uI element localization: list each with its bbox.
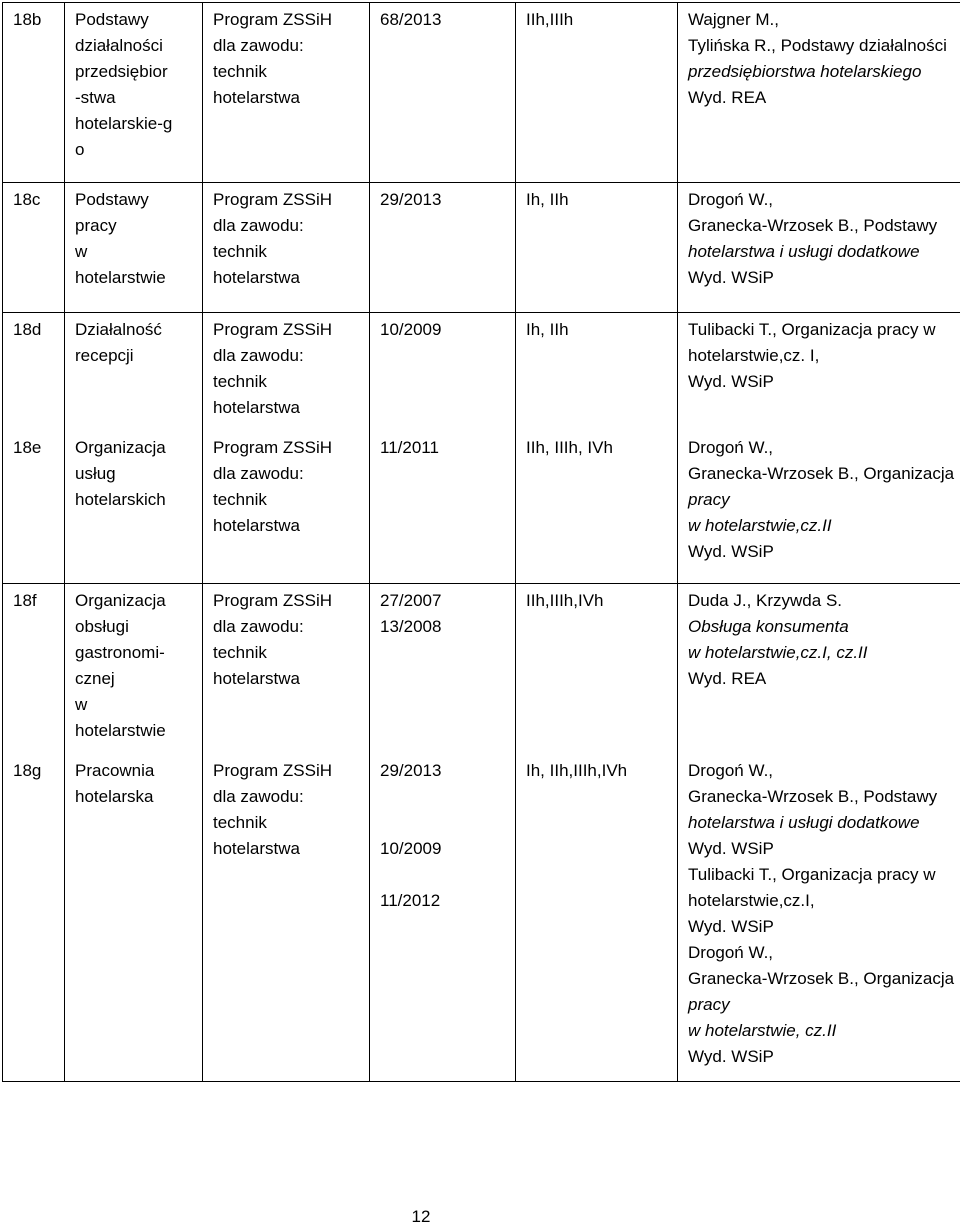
classes-cell <box>516 754 678 1082</box>
textbook-line: pracy <box>688 490 730 509</box>
textbook-line: Obsługa konsumenta <box>688 616 849 636</box>
classes: Ih, IIh <box>526 320 569 339</box>
classes-cell <box>516 431 678 583</box>
approval-number: 68/2013 <box>380 10 442 29</box>
approval-number-cell <box>370 183 516 313</box>
approval-number: 11/2012 <box>380 890 441 910</box>
textbook-cell <box>678 183 960 313</box>
code-cell <box>3 183 65 313</box>
textbook-line: hotelarstwie,cz. I, <box>688 346 820 365</box>
textbook-line: Duda J., Krzywda S. <box>688 590 843 610</box>
textbook-line: w hotelarstwie, cz.II <box>688 1020 837 1040</box>
textbook-line: Wyd. WSiP <box>688 1046 774 1066</box>
program-cell <box>203 183 370 313</box>
program-line: dla zawodu: <box>213 464 304 483</box>
program-line: technik <box>213 642 267 662</box>
subject-cell <box>65 583 203 754</box>
program-line: dla zawodu: <box>213 616 304 636</box>
program-line: Program ZSSiH <box>213 438 333 457</box>
classes: Ih, IIh,IIIh,IVh <box>526 760 628 780</box>
row-code: 18d <box>13 320 42 339</box>
approval-number: 29/2013 <box>380 760 442 780</box>
textbook-line: hotelarstwie,cz.I, <box>688 890 815 910</box>
textbook-line: pracy <box>688 994 730 1014</box>
program-line: hotelarstwa <box>213 88 300 107</box>
approval-number: 13/2008 <box>380 616 442 636</box>
classes: IIh,IIIh,IVh <box>526 590 604 610</box>
subject-line: obsługi <box>75 616 129 636</box>
program-line: Program ZSSiH <box>213 10 333 29</box>
subject-cell <box>65 183 203 313</box>
textbook-line: Granecka-Wrzosek B., Organizacja <box>688 968 955 988</box>
table-row <box>3 183 960 313</box>
table-row <box>3 754 960 1082</box>
table-row <box>3 3 960 183</box>
code-cell <box>3 431 65 583</box>
subject-cell <box>65 431 203 583</box>
textbook-line: Wyd. WSiP <box>688 542 774 561</box>
table-row <box>3 431 960 583</box>
approval-number: 11/2011 <box>380 438 439 457</box>
classes-cell <box>516 313 678 432</box>
textbook-cell <box>678 754 960 1082</box>
subject-line: hotelarstwie <box>75 268 166 287</box>
subject-line: cznej <box>75 668 115 688</box>
code-cell <box>3 313 65 432</box>
textbook-cell <box>678 313 960 432</box>
approval-number-cell <box>370 313 516 432</box>
code-cell <box>3 583 65 754</box>
row-code: 18f <box>13 590 37 610</box>
textbook-line: Granecka-Wrzosek B., Podstawy <box>688 216 938 235</box>
program-line: dla zawodu: <box>213 36 304 55</box>
textbook-line: Wyd. REA <box>688 668 767 688</box>
subject-line: o <box>75 140 85 159</box>
subject-cell <box>65 313 203 432</box>
subject-line: hotelarska <box>75 786 154 806</box>
approval-spacer <box>380 862 509 888</box>
program-line: hotelarstwa <box>213 838 300 858</box>
program-line: technik <box>213 490 267 509</box>
row-code: 18g <box>13 760 42 780</box>
classes: IIh, IIIh, IVh <box>526 438 613 457</box>
program-line: hotelarstwa <box>213 268 300 287</box>
program-line: hotelarstwa <box>213 398 300 417</box>
table-row <box>3 583 960 754</box>
code-cell <box>3 3 65 183</box>
approval-number: 27/2007 <box>380 590 442 610</box>
subject-line: Pracownia <box>75 760 155 780</box>
classes-cell <box>516 183 678 313</box>
textbook-cell <box>678 3 960 183</box>
textbook-line: w hotelarstwie,cz.II <box>688 516 832 535</box>
subject-line: w <box>75 694 88 714</box>
approval-spacer <box>380 784 509 836</box>
program-line: hotelarstwa <box>213 668 300 688</box>
textbook-line: Tylińska R., Podstawy działalności <box>688 36 947 55</box>
program-line: technik <box>213 242 267 261</box>
program-line: dla zawodu: <box>213 346 304 365</box>
code-cell <box>3 754 65 1082</box>
textbook-line: hotelarstwa i usługi dodatkowe <box>688 242 920 261</box>
program-line: dla zawodu: <box>213 786 304 806</box>
textbook-line: Tulibacki T., Organizacja pracy w <box>688 864 936 884</box>
subject-line: hotelarstwie <box>75 720 166 740</box>
table-row <box>3 313 960 432</box>
subject-line: działalności <box>75 36 163 55</box>
textbook-line: Wyd. WSiP <box>688 838 774 858</box>
page-number: 12 <box>411 1207 431 1226</box>
program-cell <box>203 583 370 754</box>
subject-line: gastronomi- <box>75 642 165 662</box>
subject-line: Działalność <box>75 320 162 339</box>
program-line: Program ZSSiH <box>213 760 333 780</box>
program-line: hotelarstwa <box>213 516 300 535</box>
program-cell <box>203 3 370 183</box>
subject-line: w <box>75 242 88 261</box>
approval-number-cell <box>370 3 516 183</box>
program-line: Program ZSSiH <box>213 320 333 339</box>
approval-number-cell <box>370 754 516 1082</box>
textbook-line: Granecka-Wrzosek B., Organizacja <box>688 464 955 483</box>
approval-number-cell <box>370 431 516 583</box>
subject-cell <box>65 754 203 1082</box>
program-line: Program ZSSiH <box>213 190 333 209</box>
subject-line: Organizacja <box>75 590 166 610</box>
approval-number: 10/2009 <box>380 838 442 858</box>
program-cell <box>203 431 370 583</box>
textbook-line: hotelarstwa i usługi dodatkowe <box>688 812 920 832</box>
textbook-line: Drogoń W., <box>688 942 774 962</box>
textbook-line: Drogoń W., <box>688 190 774 209</box>
textbook-line: Wyd. WSiP <box>688 916 774 936</box>
textbook-line: Drogoń W., <box>688 438 774 457</box>
textbook-line: Wyd. WSiP <box>688 268 774 287</box>
classes: IIh,IIIh <box>526 10 574 29</box>
approval-number: 10/2009 <box>380 320 442 339</box>
row-code: 18c <box>13 190 41 209</box>
subject-line: -stwa <box>75 88 116 107</box>
subject-line: hotelarskie-g <box>75 114 173 133</box>
textbook-line: Wyd. WSiP <box>688 372 774 391</box>
subject-line: usług <box>75 464 116 483</box>
subject-line: przedsiębior <box>75 62 168 81</box>
textbook-line: Granecka-Wrzosek B., Podstawy <box>688 786 938 806</box>
program-cell <box>203 313 370 432</box>
textbook-table <box>2 2 960 1082</box>
classes: Ih, IIh <box>526 190 569 209</box>
textbook-line: przedsiębiorstwa hotelarskiego <box>688 62 922 81</box>
subject-line: hotelarskich <box>75 490 166 509</box>
subject-cell <box>65 3 203 183</box>
row-code: 18b <box>13 10 42 29</box>
textbook-line: Wyd. REA <box>688 88 767 107</box>
classes-cell <box>516 3 678 183</box>
textbook-cell <box>678 431 960 583</box>
program-line: technik <box>213 372 267 391</box>
subject-line: pracy <box>75 216 117 235</box>
program-line: dla zawodu: <box>213 216 304 235</box>
row-code: 18e <box>13 438 42 457</box>
textbook-line: w hotelarstwie,cz.I, cz.II <box>688 642 868 662</box>
textbook-line: Wajgner M., <box>688 10 780 29</box>
subject-line: Podstawy <box>75 190 149 209</box>
approval-number-cell <box>370 583 516 754</box>
program-line: technik <box>213 62 267 81</box>
subject-line: recepcji <box>75 346 134 365</box>
program-line: technik <box>213 812 267 832</box>
textbook-line: Tulibacki T., Organizacja pracy w <box>688 320 936 339</box>
subject-line: Podstawy <box>75 10 149 29</box>
program-cell <box>203 754 370 1082</box>
textbook-cell <box>678 583 960 754</box>
program-line: Program ZSSiH <box>213 590 333 610</box>
approval-number: 29/2013 <box>380 190 442 209</box>
textbook-line: Drogoń W., <box>688 760 774 780</box>
subject-line: Organizacja <box>75 438 166 457</box>
classes-cell <box>516 583 678 754</box>
